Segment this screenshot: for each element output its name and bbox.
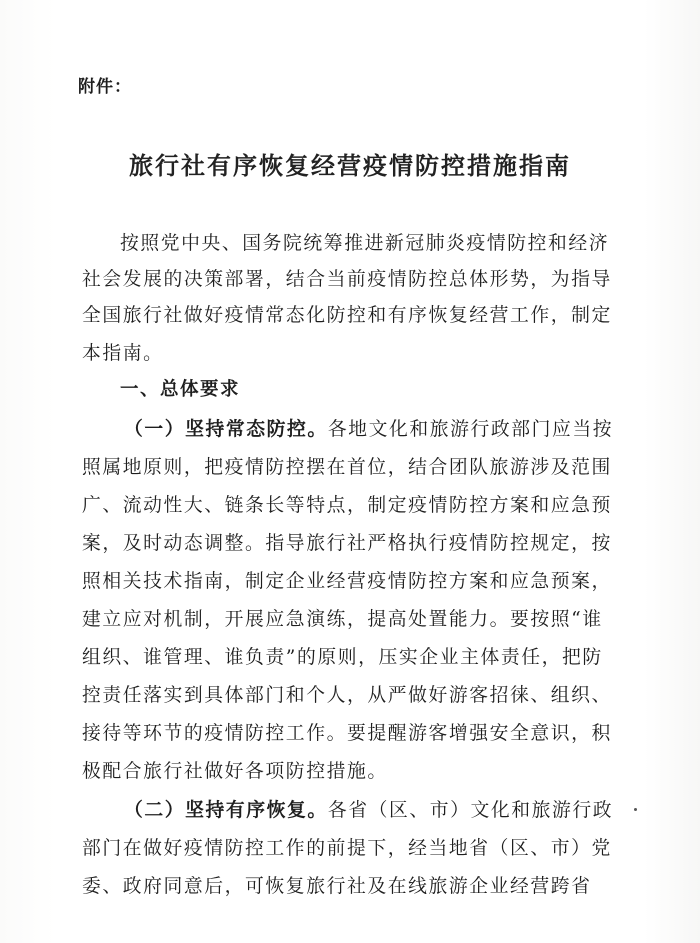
item-1-first-rest: 各地文化和旅游行政部门应当按 <box>327 419 614 440</box>
section-heading: 一、总体要求 <box>120 379 241 400</box>
item-1-line: 广、流动性大、链条长等特点，制定疫情防控方案和应急预 <box>82 495 612 516</box>
item-2-first-rest: 各省（区、市）文化和旅游行政 <box>327 800 614 821</box>
item-2-line: 委、政府同意后，可恢复旅行社及在线旅游企业经营跨省 <box>82 876 592 897</box>
item-1-line: 建立应对机制，开展应急演练，提高处置能力。要按照“谁 <box>82 609 603 630</box>
item-1-line: 照属地原则，把疫情防控摆在首位，结合团队旅游涉及范围 <box>82 457 612 478</box>
item-2-line: 部门在做好疫情防控工作的前提下，经当地省（区、市）党 <box>82 838 612 859</box>
item-1-line: 照相关技术指南，制定企业经营疫情防控方案和应急预案， <box>82 571 612 592</box>
item-1-lead: （一）坚持常态防控。 <box>124 419 328 440</box>
item-1-first-line <box>124 414 613 441</box>
intro-line: 按照党中央、国务院统筹推进新冠肺炎疫情防控和经济 <box>120 233 610 254</box>
item-2-lead: （二）坚持有序恢复。 <box>124 800 328 821</box>
item-1-line: 组织、谁管理、谁负责”的原则，压实企业主体责任，把防 <box>82 647 603 668</box>
item-2-first-line <box>124 795 613 822</box>
scan-speck <box>634 808 637 811</box>
intro-line: 本指南。 <box>82 343 164 364</box>
document-title: 旅行社有序恢复经营疫情防控措施指南 <box>129 151 571 180</box>
intro-line: 全国旅行社做好疫情常态化防控和有序恢复经营工作，制定 <box>82 305 612 326</box>
item-1-line: 案，及时动态调整。指导旅行社严格执行疫情防控规定，按 <box>82 533 612 554</box>
intro-line: 社会发展的决策部署，结合当前疫情防控总体形势，为指导 <box>82 269 612 290</box>
item-1-line: 控责任落实到具体部门和个人，从严做好游客招徕、组织、 <box>82 685 612 706</box>
item-1-line: 极配合旅行社做好各项防控措施。 <box>82 761 388 782</box>
item-1-line: 接待等环节的疫情防控工作。要提醒游客增强安全意识，积 <box>82 723 612 744</box>
attachment-label: 附件： <box>78 77 132 97</box>
